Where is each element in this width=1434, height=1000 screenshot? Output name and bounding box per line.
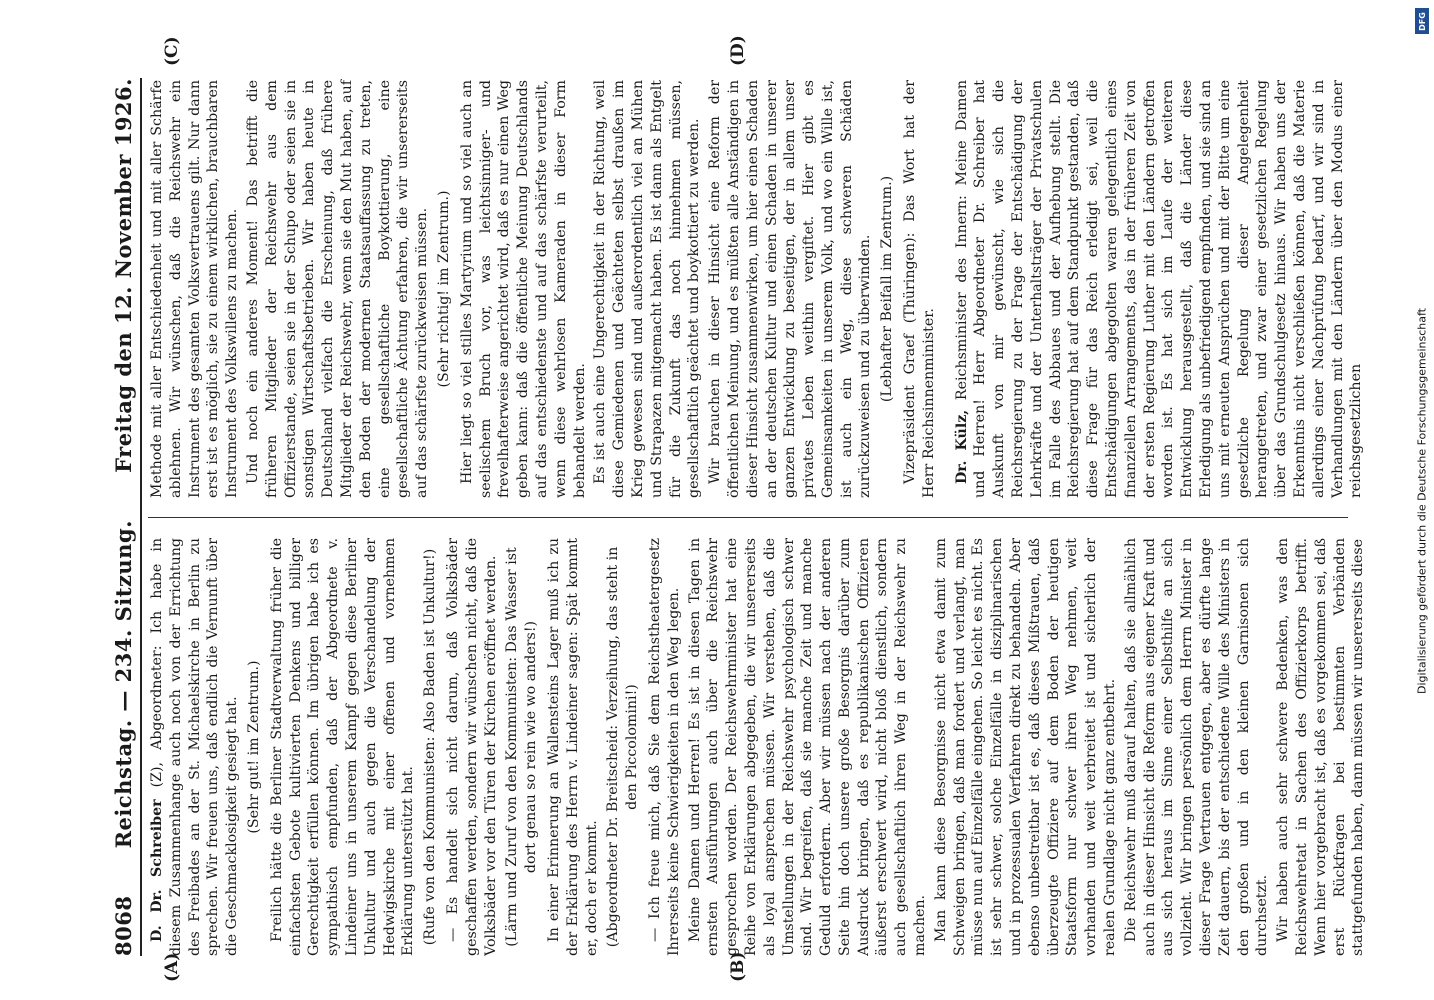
paragraph: Die Reichswehr muß darauf halten, daß sie allmählich auch in dieser Hinsicht die Reform aus eigener Kraft und aus sich heraus im Sinne einer Selbsthilfe an sich vollzieht. Wir bringen persönlich dem Herrn Minister in dieser Frage Vertrauen entgegen, aber es dürfte lange Zeit dauern, bis der entschiedene Wille des Ministers in den großen und in den kleinen Garnisonen sich durchsetzt. [1122,538,1271,956]
page-header [100,78,142,956]
paragraph: Methode mit aller Entschiedenheit und mit aller Schärfe ablehnen. Wir wünschen, daß die Reichswehr ein Instrument des gesamten Volksvertrauens gilt. Nur dann erst ist es möglich, sie zu einem wirklichen, brauchbaren Instrument des Volkswillens zu machen. [149,80,241,498]
paragraph-text: Reichsminister des Innern: Meine Damen und Herren! Herr Abgeordneter Dr. Schreiber hat Auskunft von mir gewünscht, wie sich die Reichsregierung zu der Frage der Entschädigung der Lehrkräfte und der Unterhaltsträger der Privatschulen im Falle des Abbaues und der Aufhebung stellt. Die Reichsregierung hat auf dem Standpunkt gestanden, daß diese Frage für das Reich erledigt sei, weil die Entschädigungen abgegolten waren gelegentlich eines finanziellen Arrangements, das in der früheren Zeit von der ersten Regierung Luther mit den Ländern getroffen worden ist. Es hat sich im Laufe der weiteren Entwicklung herausgestellt, daß die Länder diese Erledigung als unbefriedigend empfinden, und sie sind an uns mit erneuten Ansprüchen und mit der Bitte um eine gesetzliche Regelung dieser Angelegenheit herangetreten, und zwar einer gesetzlichen Regelung über das Grundschulgesetz hinaus. Wir haben uns der Erkenntnis nicht verschließen können, daß die Materie allerdings einer Nachprüfung bedarf, und wir sind in Verhandlungen mit den Ländern über den Modus einer reichsgesetzlichen [953,80,1365,498]
document-page [100,35,1367,982]
right-column [148,80,1365,498]
margin-marker-b: (B) [728,951,748,982]
session-date: Freitag den 12. November 1926. [111,78,136,473]
margin-marker-a: (A) [162,952,182,982]
paragraph: Meine Damen und Herren! Es ist in diesen Tagen in ernsten Ausführungen auch über die Reichswehr gesprochen worden. Der Reichswehrminister hat eine Reihe von Erklärungen abgegeben, die wir unsererseits als loyal ansprechen müssen. Wir verstehen, daß die Umstellungen in der Reichswehr psychologisch schwer sind. Wir begreifen, daß sie manche Zeit und manche Geduld erfordern. Aber wir müssen nach der anderen Seite hin doch unsere große Besorgnis darüber zum Ausdruck bringen, daß es republikanischen Offizieren äußerst erschwert wird, nicht bloß dienstlich, sondern auch gesellschaftlich ihren Weg in der Reichswehr zu machen. [686,538,929,956]
digitization-note [1412,6,1432,996]
paragraph: In einer Erinnerung an Wallensteins Lager muß ich zu der Erklärung des Herrn v. Lindeiner sagen: Spät kommt er, doch er kommt. [545,538,600,956]
session-title: Reichstag. — 234. Sitzung. [111,520,136,849]
interjection: (Sehr richtig! im Zentrum.) [435,190,452,388]
paragraph-text: (Z), Abgeordneter: Ich habe in diesem Zusammenhange auch noch von der Errichtung des Freibades an der St. Michaelskirche in Berlin zu sprechen. Wir freuen uns, daß endlich die Vernunft über die Geschmacklosigkeit gesiegt hat. [149,538,241,956]
margin-marker-d: (D) [728,35,748,66]
paragraph: — Ich freue mich, daß Sie dem Reichstheatergesetz Ihrerseits keine Schwierigkeiten in den Weg legen. [646,538,682,956]
margin-marker-c: (C) [162,36,182,66]
dfg-logo-text: DFG [1417,11,1427,31]
paragraph: Wir haben auch sehr schwere Bedenken, was den Reichswehretat in Sachen des Offizierkorps betrifft. Wenn hier vorgebracht ist, daß es vorgekommen sei, daß erst Rückfragen bei bestimmten Verbänden stattgefunden haben, dann müssen wir unsererseits diese [1275,538,1367,956]
text-columns [148,35,1367,982]
digitization-note-text: Digitalisierung gefördert durch die Deutsche Forschungsgemeinschaft [1415,308,1429,694]
interjection: (Abgeordneter Dr. Breitscheid: Verzeihung, das steht in den Piccolomini!) [605,546,641,948]
speaker-name: Dr. Külz, [953,409,970,484]
interjection: (Sehr gut! im Zentrum.) [245,660,262,834]
paragraph: Man kann diese Besorgnisse nicht etwa damit zum Schweigen bringen, daß man fordert und verlangt, man müsse nun auf Einzelfälle eingehen. So leicht es nicht. Es ist sehr schwer, solche Einzelfälle in disziplinarischen und in prozessualen Verfahren direkt zu behandeln. Aber ebenso unbestreitbar ist es, daß dieses Mißtrauen, daß überzeugte Offiziere auf dem Boden der heutigen Staatsform nur schwer ihren Weg nehmen, weit vorhanden und weit verbreitet ist und sicherlich der realen Grundlage nicht ganz entbehrt. [932,538,1119,956]
paragraph [953,80,1367,498]
interjection: (Lärm und Zuruf von den Kommunisten: Das Wasser ist dort genau so rein wie wo anders!) [504,547,540,947]
paragraph: Freilich hätte die Berliner Stadtverwaltung früher die einfachsten Gebote kultivierten Denkens und billiger Gerechtigkeit erfüllen können. Im übrigen habe ich es sympathisch empfunden, daß der Abgeordnete v. Lindeiner uns in unserem Kampf gegen diese Berliner Unkultur und auch gegen die Verschandelung der Hedwigskirche mit einer offenen und vornehmen Erklärung unterstützt hat. [268,538,417,956]
paragraph: Wir brauchen in dieser Hinsicht eine Reform der öffentlichen Meinung, und es müßten alle Anständigen in dieser Hinsicht zusammenwirken, um hier einen Schaden an der deutschen Kultur und einen Schaden in unserer ganzen Entwicklung zu beseitigen, der in allem unser privates Leben weithin vergiftet. Hier gibt es Gemeinsamkeiten in unserem Volk, und wo ein Wille ist, ist auch ein Weg, diese schweren Schäden zurückzuweisen und zu überwinden. [707,80,874,498]
scanned-document [70,35,1392,982]
paragraph: — Es handelt sich nicht darum, daß Volksbäder geschaffen werden, sondern wir wünschen nicht, daß die Volksbäder vor den Türen der Kirchen eröffnet werden. [444,538,499,956]
paragraph: Hier liegt so viel stilles Martyrium und so viel auch an seelischem Bruch vor, was leichtsinniger- und frevelhafterweise angerichtet wird, daß es nur einen Weg geben kann: daß die öffentliche Meinung Deutschlands auf das entschiedenste und auf das schärfste verurteilt, wenn diese wehrlosen Kameraden in dieser Form behandelt werden. [458,80,588,498]
page-number: 8068 [111,895,136,956]
left-column [148,538,1367,956]
interjection: (Rufe von den Kommunisten: Also Baden ist Unkultur!) [422,548,439,946]
column-divider [148,517,1348,518]
speaker-name: D. Dr. Schreiber [149,799,165,942]
paragraph: Es ist auch eine Ungerechtigkeit in der Richtung, weil diese Gemiedenen und Geächteten selbst draußen im Krieg gewesen sind und außerordentlich viel an Mühen und Strapazen mitgemacht haben. Es ist dann als Entgelt für die Zukunft das noch hinnehmen müssen, gesellschaftlich geächtet und boykottiert zu werden. [592,80,703,498]
paragraph: Vizepräsident Graef (Thüringen): Das Wort hat der Herr Reichsinnenminister. [902,80,937,498]
paragraph [148,538,242,956]
interjection: (Lebhafter Beifall im Zentrum.) [879,175,896,403]
paragraph: Und noch ein anderes Moment! Das betrifft die früheren Mitglieder der Reichswehr aus dem Offizierstande, seien sie in der Schupo oder seien sie in sonstigen Wirtschaftsbetrieben. Wir haben heute in Deutschland vielfach die Erscheinung, daß frühere Mitglieder der Reichswehr, wenn sie den Mut haben, auf den Boden der modernen Staatsauffassung zu treten, eine gesellschaftliche Boykottierung, eine gesellschaftliche Ächtung erfahren, die wir unsererseits auf das schärfste zurückweisen müssen. [244,80,431,498]
